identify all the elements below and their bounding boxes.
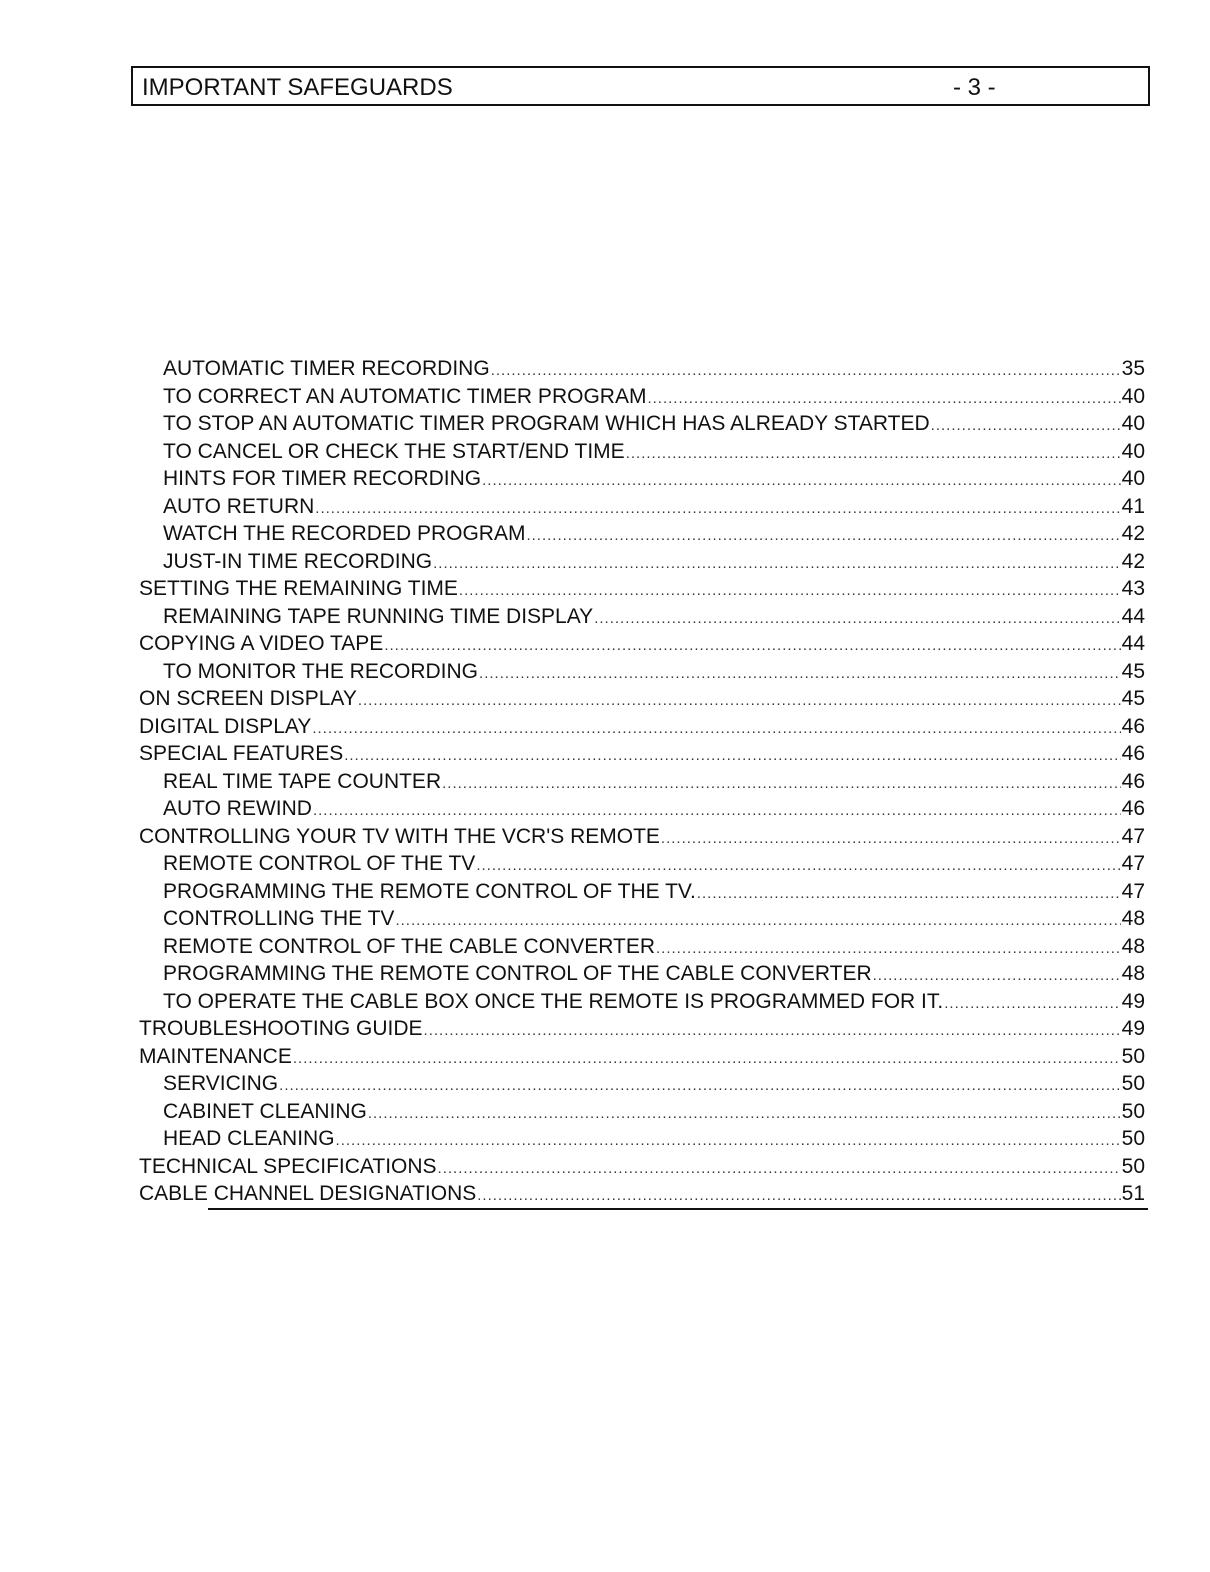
- toc-entry-title: DIGITAL DISPLAY: [139, 714, 312, 738]
- toc-entry-page: 48: [1121, 962, 1145, 985]
- dot-leader: [438, 1155, 1121, 1183]
- toc-entry-title: ON SCREEN DISPLAY: [139, 687, 357, 710]
- toc-entry-title: REMAINING TAPE RUNNING TIME DISPLAY: [163, 604, 594, 628]
- dot-leader: [873, 962, 1121, 990]
- dot-leader: [477, 1182, 1120, 1210]
- toc-entry-title: SPECIAL FEATURES: [139, 742, 344, 765]
- toc-entry-title: HEAD CLEANING: [163, 1127, 335, 1150]
- toc-entry-title: REMOTE CONTROL OF THE TV: [163, 852, 476, 875]
- toc-entry: [139, 1153, 1145, 1181]
- toc-entry: [139, 410, 1145, 438]
- dot-leader: [594, 605, 1120, 633]
- table-of-contents: [139, 355, 1145, 1208]
- toc-entry: [139, 713, 1145, 741]
- header-page-number: - 3 -: [953, 74, 996, 101]
- toc-entry-page: 43: [1121, 577, 1145, 600]
- toc-entry-page: 45: [1121, 659, 1145, 683]
- toc-entry-page: 48: [1121, 934, 1145, 958]
- toc-entry: [139, 355, 1145, 383]
- dot-leader: [944, 990, 1120, 1018]
- dot-leader: [424, 1017, 1121, 1045]
- toc-entry-title: MAINTENANCE: [139, 1044, 292, 1068]
- toc-entry-title: AUTOMATIC TIMER RECORDING: [163, 357, 490, 380]
- toc-entry: [139, 933, 1145, 961]
- toc-entry-title: TO OPERATE THE CABLE BOX ONCE THE REMOTE IS PROGRAMMED FOR IT.: [163, 989, 944, 1013]
- toc-entry: [139, 878, 1145, 906]
- toc-entry-page: 49: [1121, 989, 1145, 1013]
- toc-entry-page: 44: [1121, 632, 1145, 655]
- toc-entry-title: TECHNICAL SPECIFICATIONS: [139, 1154, 437, 1178]
- header-title: IMPORTANT SAFEGUARDS: [142, 74, 453, 101]
- dot-leader: [293, 1045, 1121, 1073]
- toc-entry-title: REAL TIME TAPE COUNTER: [163, 769, 442, 793]
- toc-entry-page: 50: [1121, 1099, 1145, 1123]
- toc-entry: [139, 988, 1145, 1016]
- toc-entry-page: 40: [1121, 467, 1145, 490]
- toc-entry-title: SERVICING: [163, 1072, 279, 1095]
- toc-entry: [139, 1043, 1145, 1071]
- dot-leader: [279, 1072, 1120, 1100]
- dot-leader: [313, 797, 1121, 825]
- toc-entry: [139, 685, 1145, 713]
- toc-entry-page: 42: [1121, 549, 1145, 573]
- toc-entry-page: 46: [1121, 742, 1145, 765]
- toc-entry: [139, 740, 1145, 768]
- dot-leader: [482, 467, 1121, 495]
- toc-entry-page: 50: [1121, 1044, 1145, 1068]
- dot-leader: [931, 412, 1121, 440]
- toc-entry-title: TO CORRECT AN AUTOMATIC TIMER PROGRAM: [163, 384, 647, 408]
- toc-entry-title: AUTO REWIND: [163, 797, 312, 820]
- toc-entry: [139, 905, 1145, 933]
- toc-entry-title: CABLE CHANNEL DESIGNATIONS: [139, 1182, 477, 1205]
- toc-entry-title: CONTROLLING YOUR TV WITH THE VCR'S REMOTE: [139, 824, 660, 848]
- toc-entry-title: JUST-IN TIME RECORDING: [163, 549, 433, 573]
- dot-leader: [368, 1100, 1121, 1128]
- toc-entry: [139, 768, 1145, 796]
- toc-entry: [139, 1098, 1145, 1126]
- toc-entry-page: 47: [1121, 852, 1145, 875]
- toc-entry: [139, 438, 1145, 466]
- dot-leader: [661, 825, 1121, 853]
- dot-leader: [312, 715, 1120, 743]
- toc-entry-title: CONTROLLING THE TV: [163, 907, 395, 930]
- dot-leader: [476, 852, 1120, 880]
- toc-entry: [139, 658, 1145, 686]
- toc-entry-page: 40: [1121, 412, 1145, 435]
- toc-entry-title: REMOTE CONTROL OF THE CABLE CONVERTER: [163, 934, 656, 958]
- dot-leader: [626, 440, 1121, 468]
- dot-leader: [526, 522, 1120, 550]
- toc-entry: [139, 630, 1145, 658]
- toc-entry-page: 46: [1121, 714, 1145, 738]
- toc-entry-title: TO STOP AN AUTOMATIC TIMER PROGRAM WHICH HAS ALREADY STARTED: [163, 412, 930, 435]
- toc-entry-title: PROGRAMMING THE REMOTE CONTROL OF THE TV.: [163, 879, 696, 903]
- toc-entry: [139, 493, 1145, 521]
- toc-entry: [139, 1015, 1145, 1043]
- toc-entry-title: WATCH THE RECORDED PROGRAM: [163, 522, 526, 545]
- bottom-rule: [208, 1208, 1148, 1210]
- toc-entry-page: 50: [1121, 1127, 1145, 1150]
- toc-entry-title: SETTING THE REMAINING TIME: [139, 577, 458, 600]
- toc-entry-title: TO CANCEL OR CHECK THE START/END TIME: [163, 439, 625, 463]
- toc-entry-title: TO MONITOR THE RECORDING: [163, 659, 479, 683]
- toc-entry-page: 44: [1121, 604, 1145, 628]
- toc-entry-page: 46: [1121, 769, 1145, 793]
- toc-entry: [139, 520, 1145, 548]
- dot-leader: [336, 1127, 1121, 1155]
- dot-leader: [479, 660, 1121, 688]
- toc-entry: [139, 548, 1145, 576]
- toc-entry-page: 40: [1121, 439, 1145, 463]
- dot-leader: [433, 550, 1121, 578]
- toc-entry-title: TROUBLESHOOTING GUIDE: [139, 1017, 423, 1040]
- toc-entry-page: 41: [1121, 494, 1145, 518]
- dot-leader: [697, 880, 1121, 908]
- toc-entry: [139, 1180, 1145, 1208]
- dot-leader: [647, 385, 1120, 413]
- toc-entry: [139, 960, 1145, 988]
- toc-entry: [139, 1125, 1145, 1153]
- toc-entry-page: 48: [1121, 907, 1145, 930]
- toc-entry-title: AUTO RETURN: [163, 494, 315, 518]
- toc-entry-page: 45: [1121, 687, 1145, 710]
- dot-leader: [442, 770, 1121, 798]
- toc-entry-title: CABINET CLEANING: [163, 1099, 367, 1123]
- toc-entry-page: 49: [1121, 1017, 1145, 1040]
- toc-entry: [139, 1070, 1145, 1098]
- toc-entry-page: 40: [1121, 384, 1145, 408]
- toc-entry-page: 46: [1121, 797, 1145, 820]
- dot-leader: [358, 687, 1121, 715]
- dot-leader: [344, 742, 1120, 770]
- dot-leader: [459, 577, 1121, 605]
- toc-entry: [139, 850, 1145, 878]
- dot-leader: [395, 907, 1120, 935]
- toc-entry-title: COPYING A VIDEO TAPE: [139, 632, 384, 655]
- page-header: [131, 66, 1150, 106]
- toc-entry: [139, 603, 1145, 631]
- toc-entry-title: HINTS FOR TIMER RECORDING: [163, 467, 482, 490]
- toc-entry-page: 50: [1121, 1154, 1145, 1178]
- toc-entry-title: PROGRAMMING THE REMOTE CONTROL OF THE CABLE CONVERTER: [163, 962, 872, 985]
- toc-entry-page: 51: [1121, 1182, 1145, 1205]
- toc-entry: [139, 383, 1145, 411]
- toc-entry: [139, 575, 1145, 603]
- toc-entry-page: 50: [1121, 1072, 1145, 1095]
- toc-entry-page: 47: [1121, 879, 1145, 903]
- toc-entry: [139, 465, 1145, 493]
- toc-entry: [139, 795, 1145, 823]
- dot-leader: [656, 935, 1121, 963]
- dot-leader: [315, 495, 1120, 523]
- toc-entry-page: 35: [1121, 357, 1145, 380]
- toc-entry-page: 42: [1121, 522, 1145, 545]
- dot-leader: [491, 357, 1121, 385]
- toc-entry-page: 47: [1121, 824, 1145, 848]
- dot-leader: [384, 632, 1120, 660]
- toc-entry: [139, 823, 1145, 851]
